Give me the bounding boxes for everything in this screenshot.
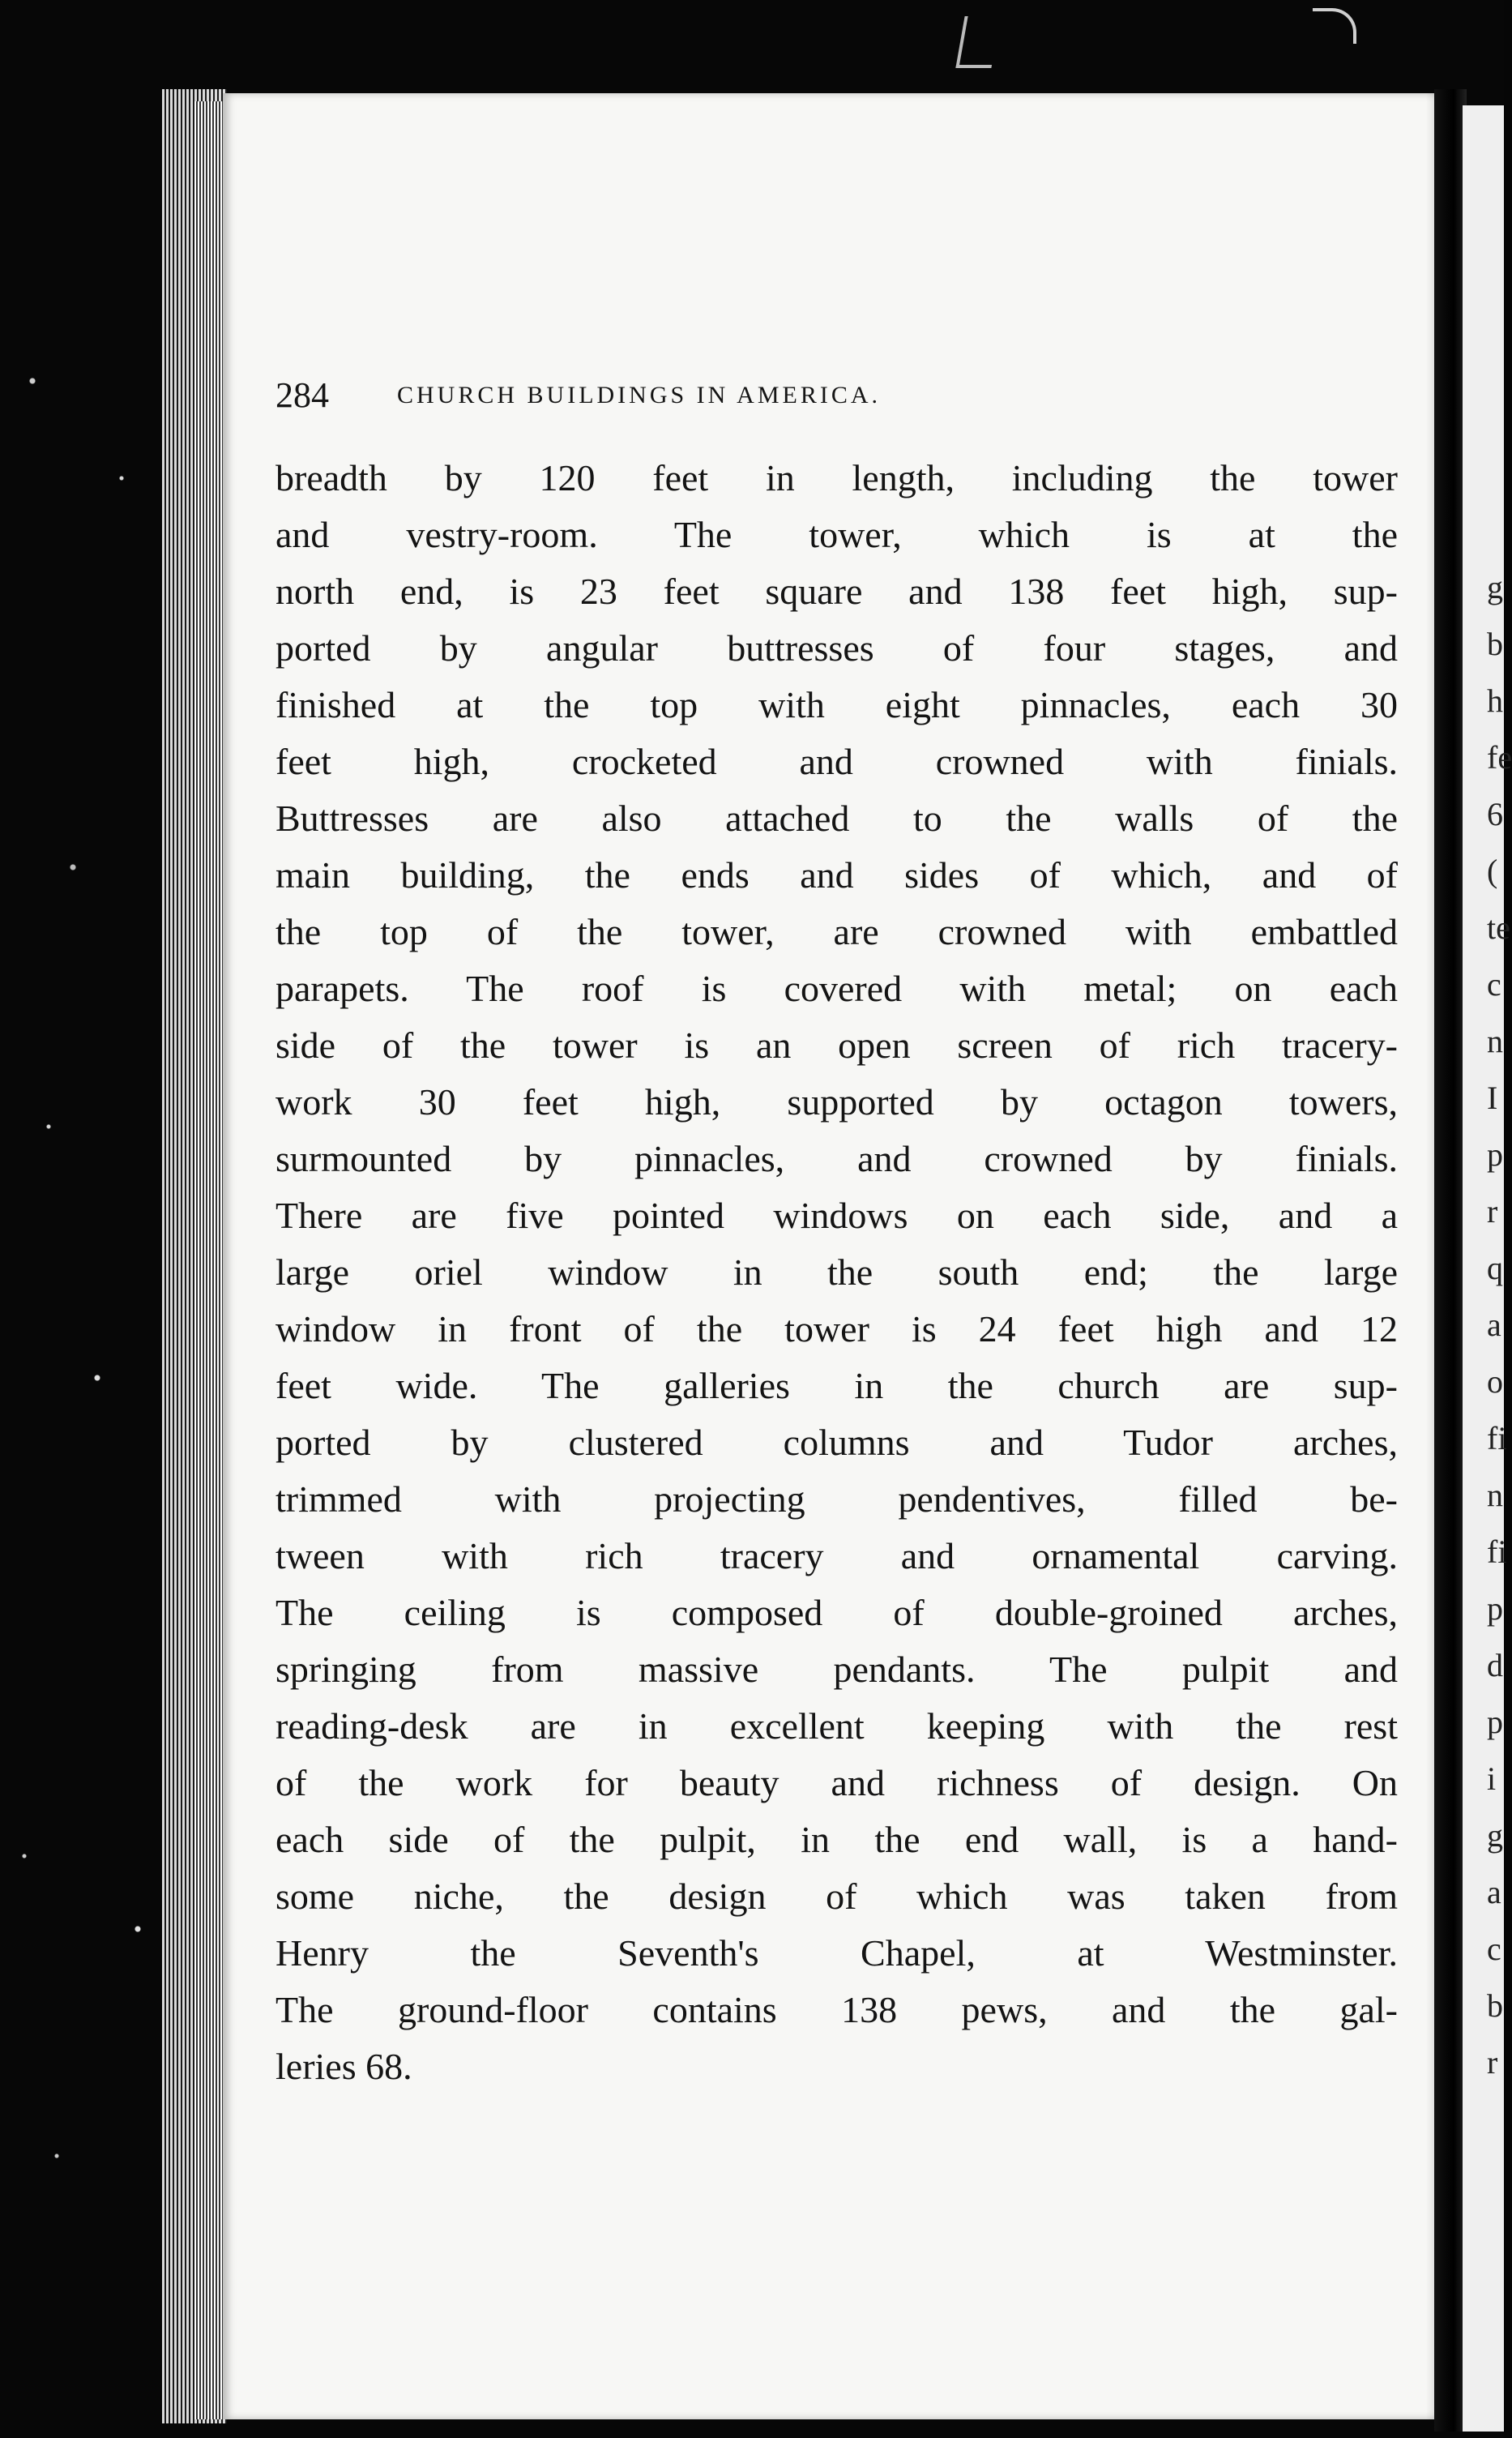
text-line: ported by clustered columns and Tudor arches,	[275, 1422, 1398, 1463]
text-line: breadth by 120 feet in length, including the tower	[275, 457, 1398, 498]
fragment: h	[1487, 682, 1503, 719]
fragment: a	[1487, 1307, 1501, 1343]
text-line: reading-desk are in excellent keeping with the rest	[275, 1705, 1398, 1747]
fragment: n	[1487, 1477, 1503, 1513]
fragment: p	[1487, 1136, 1503, 1173]
text-line: The ceiling is composed of double-groined arches,	[275, 1592, 1398, 1633]
text-line: work 30 feet high, supported by octagon towers,	[275, 1081, 1398, 1123]
top-scratch-mark-right	[1313, 8, 1356, 44]
fragment: b	[1487, 1987, 1503, 2024]
fragment: a	[1487, 1874, 1501, 1910]
text-line: window in front of the tower is 24 feet high and 12	[275, 1308, 1398, 1349]
fragment: g	[1487, 569, 1503, 605]
fragment: I	[1487, 1080, 1498, 1116]
text-line: ported by angular buttresses of four stages, and	[275, 627, 1398, 669]
fragment: fi	[1487, 1420, 1507, 1456]
text-line: of the work for beauty and richness of design. On	[275, 1762, 1398, 1803]
text-line: trimmed with projecting pendentives, filled be-	[275, 1478, 1398, 1520]
left-margin-specks	[0, 0, 162, 2438]
text-line: parapets. The roof is covered with metal; on each	[275, 968, 1398, 1009]
text-line: some niche, the design of which was taken from	[275, 1876, 1398, 1917]
fragment: o	[1487, 1363, 1503, 1400]
page-number: 284	[275, 375, 329, 415]
text-line: There are five pointed windows on each side, and a	[275, 1195, 1398, 1236]
page-edges-inner	[194, 101, 227, 2419]
fragment: b	[1487, 626, 1503, 662]
fragment: i	[1487, 1760, 1497, 1797]
text-line: north end, is 23 feet square and 138 feet high, sup-	[275, 571, 1398, 612]
text-line: feet high, crocketed and crowned with finials.	[275, 741, 1398, 782]
top-scratch-mark	[955, 16, 1000, 68]
fragment: p	[1487, 1704, 1503, 1740]
fragment: r	[1487, 1193, 1498, 1230]
text-line: large oriel window in the south end; the large	[275, 1251, 1398, 1293]
text-line: and vestry-room. The tower, which is at the	[275, 514, 1398, 555]
text-line: Buttresses are also attached to the walls of the	[275, 798, 1398, 839]
text-line: Henry the Seventh's Chapel, at Westminster.	[275, 1932, 1398, 1974]
running-title: CHURCH BUILDINGS IN AMERICA.	[397, 382, 882, 408]
fragment: g	[1487, 1817, 1503, 1854]
text-line: springing from massive pendants. The pulpit and	[275, 1649, 1398, 1690]
text-line: side of the tower is an open screen of rich tracery-	[275, 1024, 1398, 1066]
body-text	[275, 450, 1398, 2087]
fragment: n	[1487, 1023, 1503, 1059]
text-line: the top of the tower, are crowned with embattled	[275, 911, 1398, 952]
fragment: d	[1487, 1647, 1503, 1683]
running-head	[275, 371, 1272, 420]
text-line: leries 68.	[275, 2046, 412, 2087]
fragment: 6	[1487, 796, 1503, 832]
text-line: main building, the ends and sides of which, and of	[275, 854, 1398, 896]
text-line: feet wide. The galleries in the church are sup-	[275, 1365, 1398, 1406]
facing-page-fragments	[1487, 559, 1512, 2091]
fragment: c	[1487, 1931, 1501, 1967]
fragment: p	[1487, 1590, 1503, 1627]
text-line: each side of the pulpit, in the end wall, is a hand-	[275, 1819, 1398, 1860]
text-line: finished at the top with eight pinnacles, each 30	[275, 684, 1398, 725]
fragment: fe	[1487, 739, 1512, 776]
fragment: r	[1487, 2044, 1498, 2081]
fragment: c	[1487, 966, 1501, 1003]
text-line: The ground-floor contains 138 pews, and the gal-	[275, 1989, 1398, 2030]
fragment: te	[1487, 909, 1510, 946]
fragment: q	[1487, 1250, 1503, 1286]
text-line: surmounted by pinnacles, and crowned by finials.	[275, 1138, 1398, 1179]
fragment: (	[1487, 853, 1498, 889]
text-line: tween with rich tracery and ornamental carving.	[275, 1535, 1398, 1576]
book-spine	[1434, 89, 1467, 2432]
fragment: fi	[1487, 1533, 1507, 1570]
